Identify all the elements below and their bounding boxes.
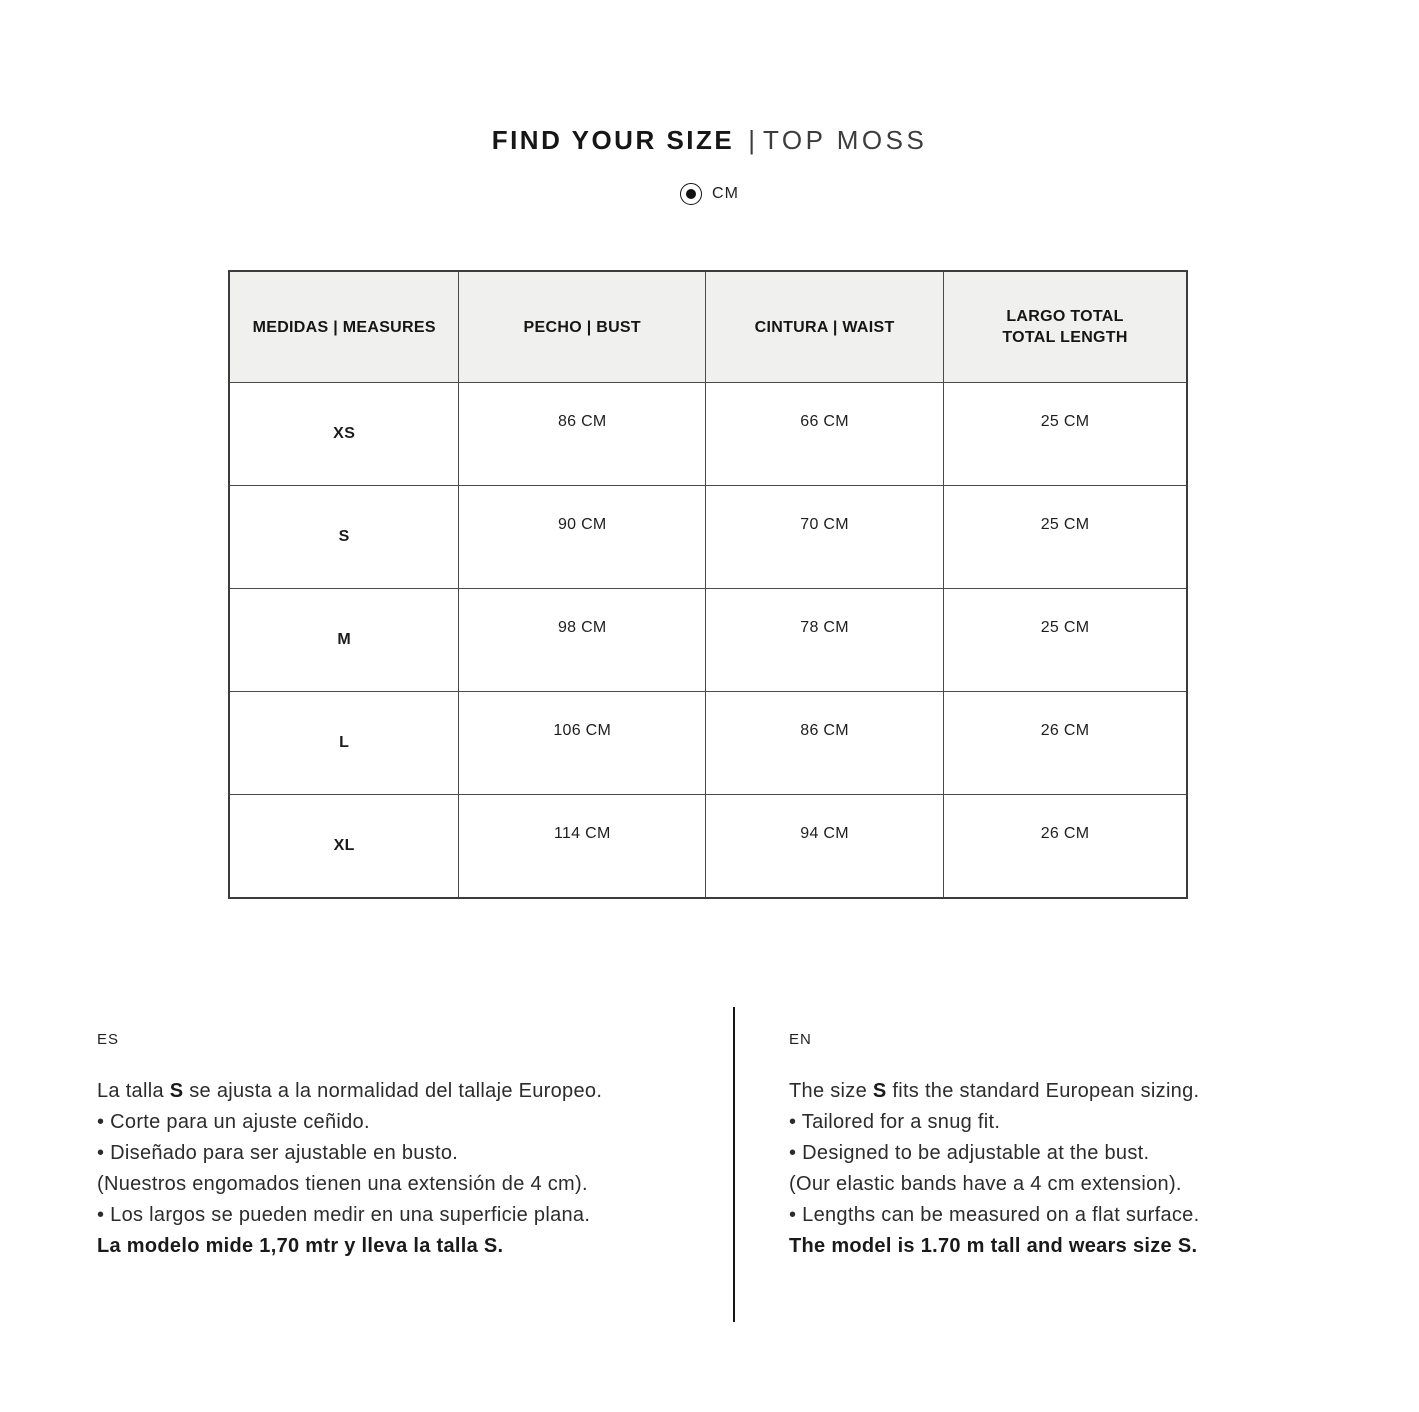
cm-radio-button[interactable]: [680, 183, 702, 205]
table-row-xs: [230, 383, 1186, 486]
notes-es-intro-pre: La talla: [97, 1080, 170, 1102]
notes-en-bullet-fit: • Tailored for a snug fit.: [789, 1111, 1001, 1133]
table-row-l: [230, 692, 1186, 795]
header-total-length-line1: LARGO TOTAL: [1006, 308, 1124, 325]
notes-es-model-info: La modelo mide 1,70 mtr y lleva la talla S.: [97, 1235, 504, 1257]
radio-selected-dot-icon: [686, 189, 696, 199]
size-label: XS: [230, 383, 459, 485]
size-table: [228, 270, 1188, 899]
bust-value: 114 CM: [459, 795, 706, 897]
notes-es-bullet-lengths: • Los largos se pueden medir en una superficie plana.: [97, 1204, 591, 1226]
notes-es-bullet-fit: • Corte para un ajuste ceñido.: [97, 1111, 370, 1133]
waist-value: 86 CM: [706, 692, 944, 794]
notes-en-heading: EN: [789, 1031, 812, 1048]
notes-en-intro-bold: S: [872, 1080, 887, 1102]
notes-es-intro-bold: S: [169, 1080, 184, 1102]
header-bust: PECHO | BUST: [459, 272, 706, 382]
page-title-main: FIND YOUR SIZE: [491, 125, 735, 155]
notes-en-elastic-note: (Our elastic bands have a 4 cm extension).: [789, 1173, 1182, 1195]
size-label: XL: [230, 795, 459, 897]
notes-en-intro-post: fits the standard European sizing.: [886, 1080, 1200, 1102]
header-waist: CINTURA | WAIST: [706, 272, 944, 382]
length-value: 25 CM: [1040, 413, 1090, 430]
notes-en-bullet-adjustable: • Designed to be adjustable at the bust.: [789, 1142, 1150, 1164]
notes-en-intro: [789, 1076, 1349, 1107]
notes-english: [789, 1030, 1349, 1262]
page-title: [0, 126, 1419, 154]
page-title-separator: |: [748, 125, 755, 155]
length-value: 25 CM: [1040, 619, 1090, 636]
header-total-length-line2: TOTAL LENGTH: [1002, 329, 1128, 346]
notes-en-intro-pre: The size: [789, 1080, 873, 1102]
notes-divider: [733, 1007, 735, 1322]
header-measures: MEDIDAS | MEASURES: [230, 272, 459, 382]
notes-en-model-info: The model is 1.70 m tall and wears size S.: [789, 1235, 1198, 1257]
size-label: M: [230, 589, 459, 691]
bust-value: 98 CM: [459, 589, 706, 691]
notes-en-bullet-lengths: • Lengths can be measured on a flat surface.: [789, 1204, 1200, 1226]
waist-value: 78 CM: [706, 589, 944, 691]
size-label: S: [230, 486, 459, 588]
header-total-length: [944, 272, 1186, 382]
table-row-xl: [230, 795, 1186, 897]
table-header-row: [230, 272, 1186, 383]
table-row-m: [230, 589, 1186, 692]
bust-value: 106 CM: [459, 692, 706, 794]
bust-value: 86 CM: [459, 383, 706, 485]
notes-spanish: [97, 1030, 712, 1262]
waist-value: 66 CM: [706, 383, 944, 485]
notes-es-intro: [97, 1076, 712, 1107]
notes-es-bullet-adjustable: • Diseñado para ser ajustable en busto.: [97, 1142, 459, 1164]
length-value: 26 CM: [1040, 722, 1090, 739]
table-row-s: [230, 486, 1186, 589]
page-title-product: TOP MOSS: [763, 125, 928, 155]
bust-value: 90 CM: [459, 486, 706, 588]
cm-radio-label[interactable]: CM: [712, 185, 739, 202]
size-label: L: [230, 692, 459, 794]
notes-es-elastic-note: (Nuestros engomados tienen una extensión de 4 cm).: [97, 1173, 588, 1195]
length-value: 25 CM: [1040, 516, 1090, 533]
waist-value: 94 CM: [706, 795, 944, 897]
length-value: 26 CM: [1040, 825, 1090, 842]
notes-es-intro-post: se ajusta a la normalidad del tallaje Europeo.: [183, 1080, 603, 1102]
unit-selector: [0, 183, 1419, 205]
notes-es-heading: ES: [97, 1031, 120, 1048]
waist-value: 70 CM: [706, 486, 944, 588]
